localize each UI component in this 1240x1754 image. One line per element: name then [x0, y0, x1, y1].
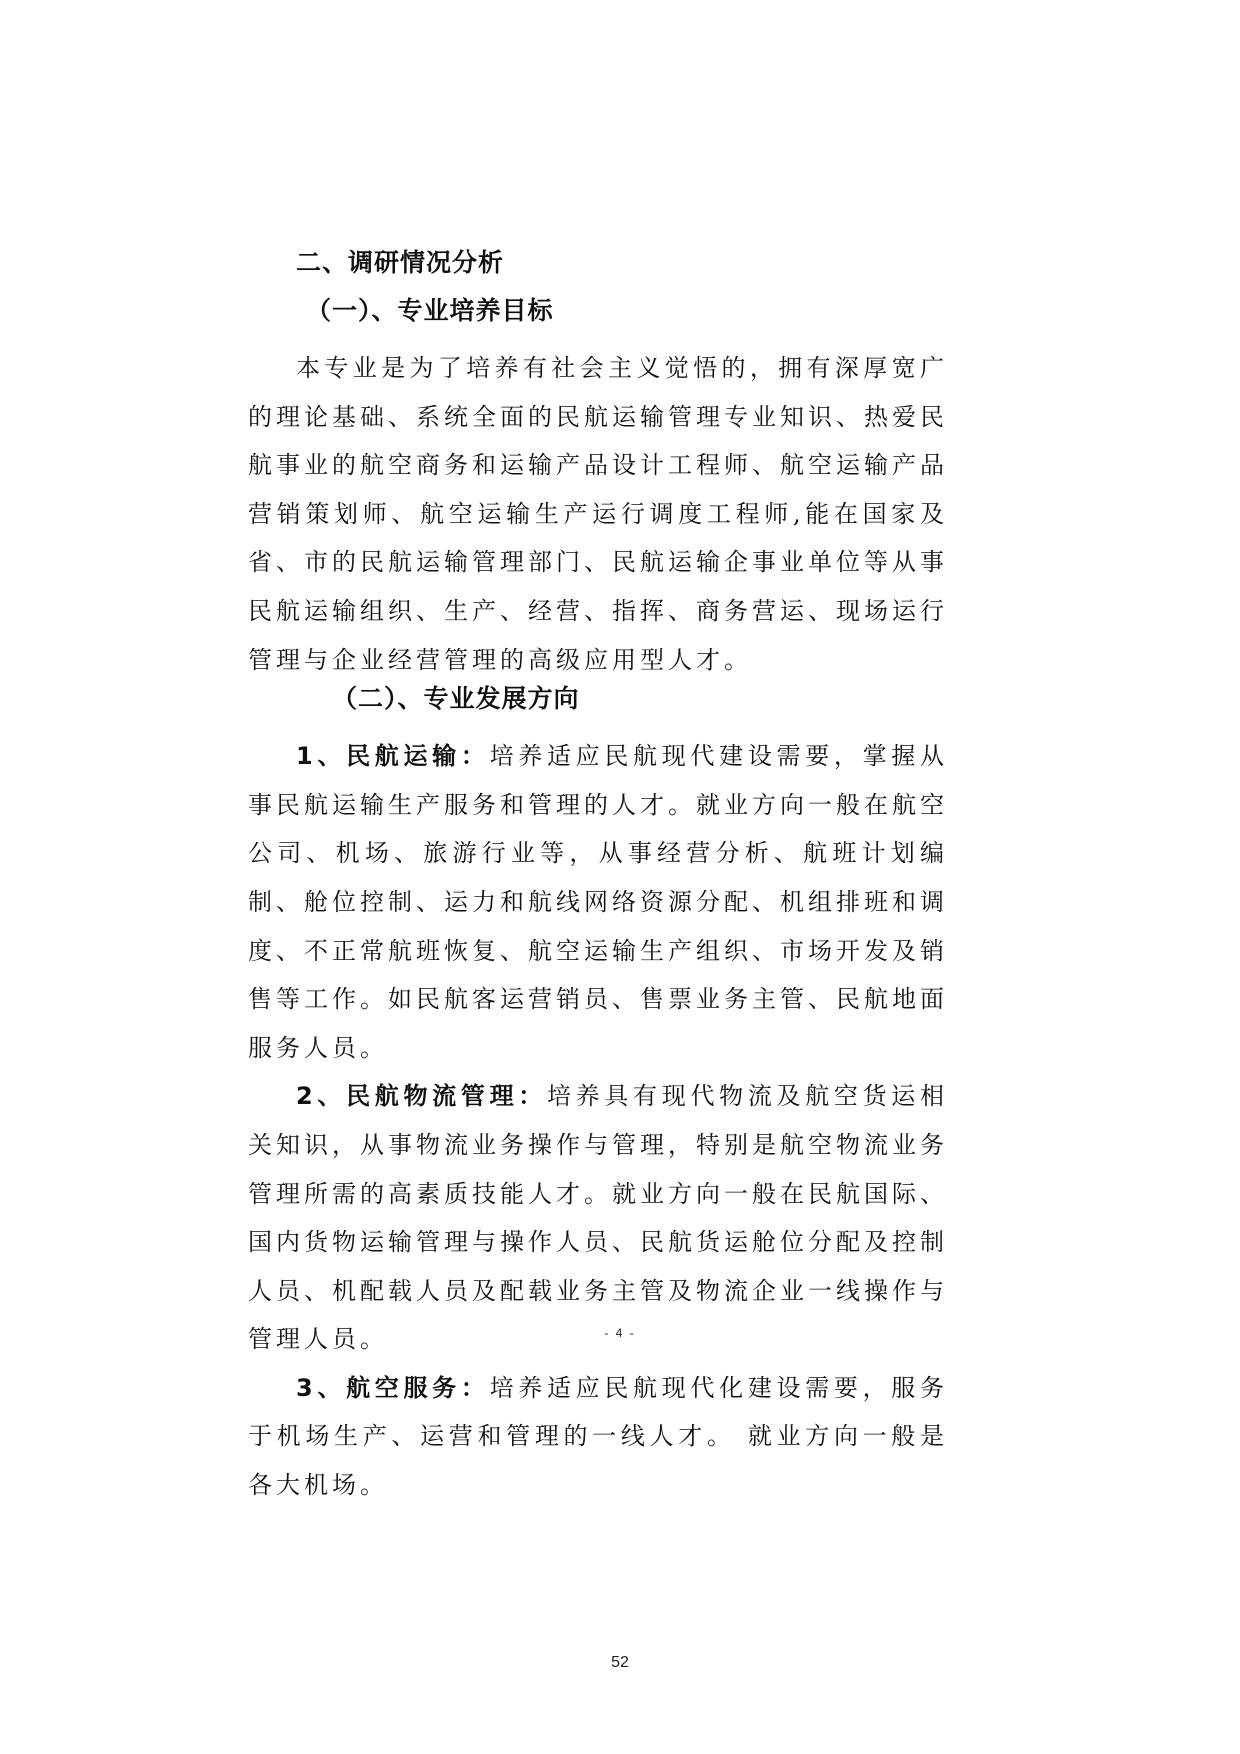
training-goal-paragraph: 本专业是为了培养有社会主义觉悟的，拥有深厚宽广的理论基础、系统全面的民航运输管理专业知识、热爱民航事业的航空商务和运输产品设计工程师、航空运输产品营销策划师、航空运输生产运行调度工程师,能在国家及省、市的民航运输管理部门、民航运输企事业单位等从事民航运输组织、生产、经营、指挥、商务营运、现场运行管理与企业经营管理的高级应用型人才。 — [248, 354, 948, 674]
direction-item-text: 培养具有现代物流及航空货运相关知识，从事物流业务操作与管理，特别是航空物流业务管理所需的高素质技能人才。就业方向一般在民航国际、国内货物运输管理与操作人员、民航货运舱位分配及控制人员、机配载人员及配载业务主管及物流企业一线操作与管理人员。 — [248, 1082, 949, 1354]
direction-item-lead: 2、民航物流管理： — [296, 1082, 547, 1111]
direction-item-aviation-service — [248, 1364, 948, 1510]
inner-page-number: - 4 - — [604, 1326, 636, 1340]
document-body — [248, 248, 948, 1510]
direction-item-text: 培养适应民航现代化建设需要，服务于机场生产、运营和管理的一线人才。 就业方向一般是各大机场。 — [248, 1373, 949, 1500]
page-number: 52 — [611, 1654, 629, 1671]
direction-item-civil-aviation-transport — [248, 732, 948, 1072]
subsection-heading-training-goal: （一）、专业培养目标 — [306, 296, 554, 325]
direction-item-text: 培养适应民航现代建设需要，掌握从事民航运输生产服务和管理的人才。就业方向一般在航空公司、机场、旅游行业等，从事经营分析、航班计划编制、舱位控制、运力和航线网络资源分配、机组排班和调度、不正常航班恢复、航空运输生产组织、市场开发及销售等工作。如民航客运营销员、售票业务主管、民航地面服务人员。 — [248, 742, 949, 1062]
subsection-heading-development-direction: （二）、专业发展方向 — [332, 684, 580, 714]
direction-item-lead: 1、民航运输： — [296, 742, 490, 771]
direction-item-lead: 3、航空服务： — [296, 1373, 490, 1402]
direction-item-logistics-management — [248, 1072, 948, 1364]
section-heading: 二、调研情况分析 — [296, 248, 505, 277]
